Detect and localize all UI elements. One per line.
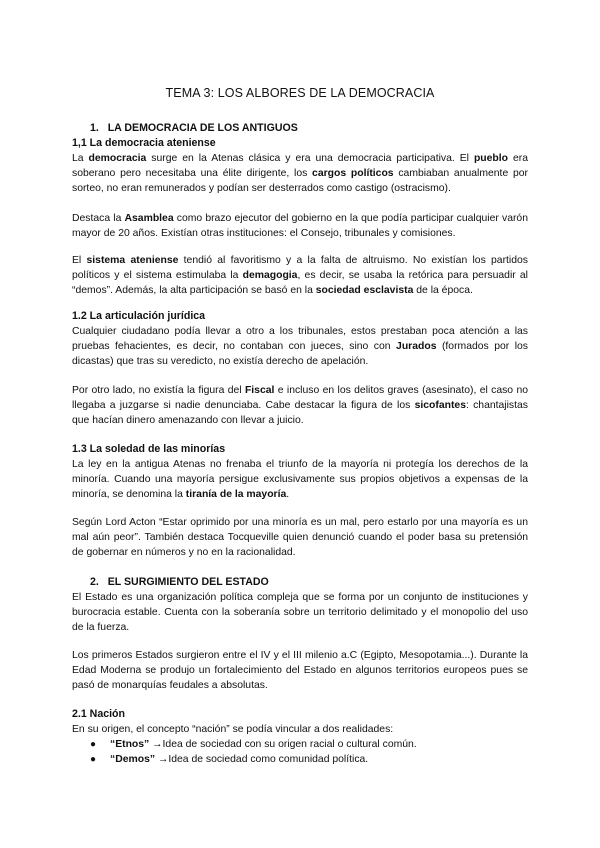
bold-term: demagogia xyxy=(242,270,298,281)
paragraph: Por otro lado, no existía la figura del Fiscal e incluso en los delitos graves (asesinato), el caso no llegaba a juzgarse si nadie denunciaba. Cabe destacar la figura de los sicofantes: chantajistas que hacían dinero amenazando con llevar a juicio. xyxy=(72,385,528,426)
paragraph: El Estado es una organización política compleja que se forma por un conjunto de instituciones y burocracia estable. Cuenta con la soberanía sobre un territorio delimitado y el monopolio del uso de la fuerza. xyxy=(72,592,528,633)
arrow-icon: → xyxy=(157,754,169,765)
bold-term: sicofantes xyxy=(414,400,466,411)
paragraph: Según Lord Acton “Estar oprimido por una minoría es un mal, pero estarlo por una mayoría es un mal aún peor”. También destaca Tocqueville quien denunció cuando el poder basa su pretensión de gobernar en números y no en la racionalidad. xyxy=(72,517,528,558)
bold-term: Jurados xyxy=(396,341,437,352)
subsection-1-1-heading: 1,1 La democracia ateniense xyxy=(72,137,216,149)
page-title: TEMA 3: LOS ALBORES DE LA DEMOCRACIA xyxy=(165,86,435,100)
bold-term: sistema ateniense xyxy=(86,255,179,266)
subsection-2-1-heading: 2.1 Nación xyxy=(72,708,125,720)
paragraph: El sistema ateniense tendió al favoritismo y a la falta de altruismo. No existían los partidos políticos y el sistema estimulaba la demagogia, es decir, se usaba la retórica para persuadir al “demos”. Además, la alta participación se basó en la sociedad esclavista de la época. xyxy=(72,255,528,296)
bullet-term: “Demos” xyxy=(110,754,156,765)
bold-term: tiranía de la mayoría xyxy=(185,489,287,500)
paragraph: La democracia surge en la Atenas clásica y era una democracia participativa. El pueblo era soberano pero necesitaba una élite dirigente, los cargos políticos cambiaban anualmente por sorteo, no eran remunerados y podían ser desterrados como castigo (ostracismo). xyxy=(72,153,528,194)
section-2-number: 2. xyxy=(90,576,99,588)
bold-term: sociedad esclavista xyxy=(315,285,414,296)
paragraph: Destaca la Asamblea como brazo ejecutor del gobierno en la que podía participar cualquier varón mayor de 20 años. Existían otras instituciones: el Consejo, tribunales y comisiones. xyxy=(72,213,528,239)
subsection-1-3-heading: 1.3 La soledad de las minorías xyxy=(72,443,226,455)
bullet-term: “Etnos” xyxy=(110,739,150,750)
paragraph: En su origen, el concepto “nación” se podía vincular a dos realidades: xyxy=(72,724,394,735)
section-1-number: 1. xyxy=(90,122,99,134)
arrow-icon: → xyxy=(152,739,163,750)
paragraph: La ley en la antigua Atenas no frenaba el triunfo de la mayoría ni protegía los derechos de la minoría. Cuando una mayoría persigue exclusivamente sus propios objetivos a expensas de la minoría, se denomina la tiranía de la mayoría. xyxy=(72,459,528,500)
bullet-desc: Idea de sociedad con su origen racial o cultural común. xyxy=(162,739,417,750)
section-1-heading xyxy=(72,121,546,136)
paragraph: Los primeros Estados surgieron entre el IV y el III milenio a.C (Egipto, Mesopotamia...). Durante la Edad Moderna se produjo un fortalecimiento del Estado en algunos territorios europeos pues se pasó de monarquías feudales a absolutas. xyxy=(72,650,528,691)
subsection-1-2-heading: 1.2 La articulación jurídica xyxy=(72,310,206,322)
bold-term: democracia xyxy=(88,153,147,164)
bold-term: Asamblea xyxy=(124,213,174,224)
bullet-icon: ● xyxy=(90,754,97,765)
bold-term: pueblo xyxy=(473,153,508,164)
paragraph: Cualquier ciudadano podía llevar a otro a los tribunales, estos prestaban poca atención a las pruebas fehacientes, es decir, no contaban con jueces, sino con Jurados (formados por los dicastas) que tras su veredicto, no existía derecho de apelación. xyxy=(72,326,528,367)
bold-term: cargos políticos xyxy=(312,168,394,179)
section-1-title: LA DEMOCRACIA DE LOS ANTIGUOS xyxy=(107,122,298,134)
section-2-heading xyxy=(72,575,546,590)
bullet-desc: Idea de sociedad como comunidad política. xyxy=(168,754,369,765)
bullet-icon: ● xyxy=(90,739,97,750)
section-2-title: EL SURGIMIENTO DEL ESTADO xyxy=(107,576,269,588)
bold-term: Fiscal xyxy=(244,385,275,396)
